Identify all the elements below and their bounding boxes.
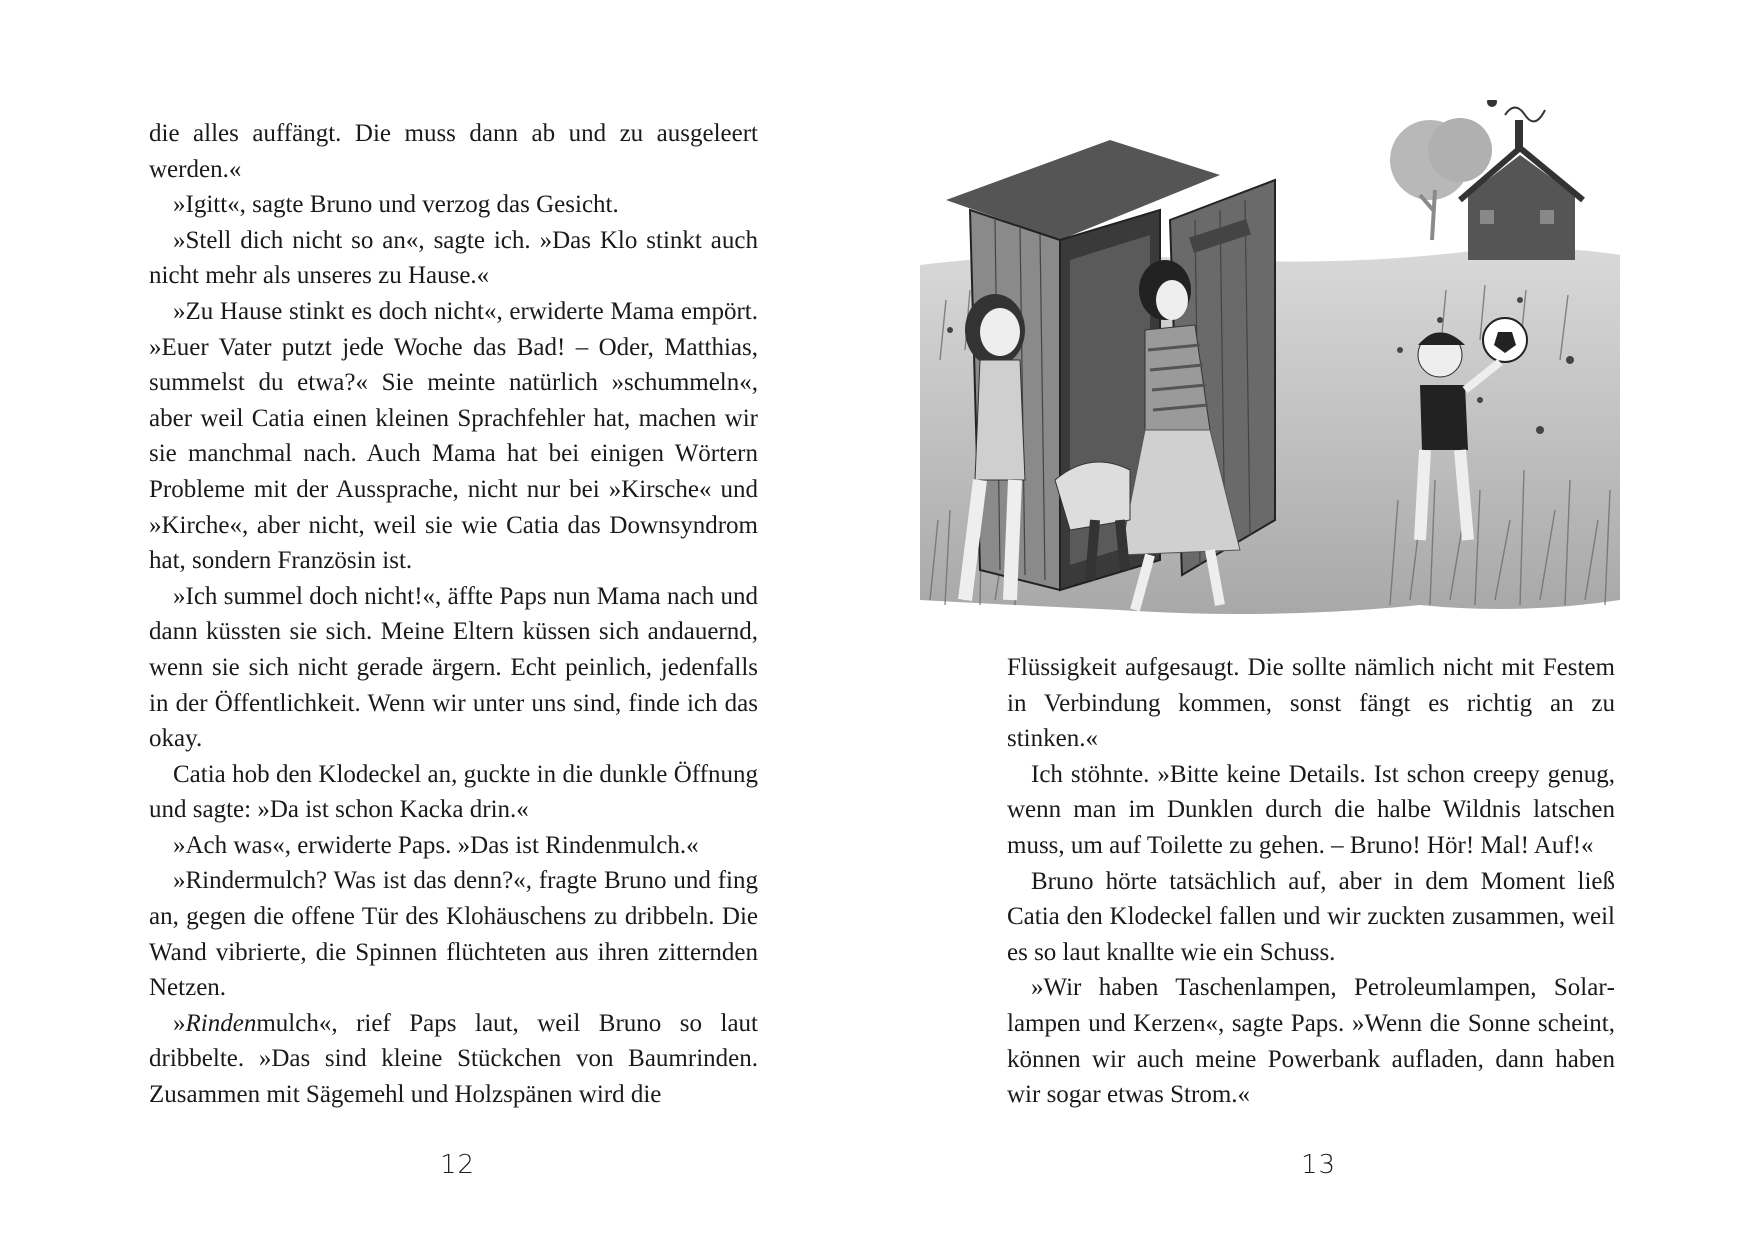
paragraph-text: Ich stöhnte. »Bitte keine Details. Ist schon creepy genug, wenn man im Dunklen durch die halbe Wildnis latschen muss, um auf Toilette zu gehen. – Bruno! Hör! Mal! Auf!« [1007, 760, 1615, 859]
right-page-paragraph [1007, 864, 1615, 971]
paragraph-text: mulch«, rief Paps laut, weil Bruno so laut dribbelte. »Das sind kleine Stückchen von Baumrinden. Zusammen mit Sägemehl und Holzspänen wird die [149, 1009, 758, 1109]
left-page-paragraph [149, 863, 758, 1005]
paragraph-text: »Rindermulch? Was ist das denn?«, fragte Bruno und fing an, gegen die offene Tür des Klohäuschens zu dribbeln. Die Wand vibrierte, die Spinnen flüchteten aus ihren zitternden Netzen. [149, 867, 758, 1002]
right-page [874, 0, 1748, 1240]
right-page-text [1007, 650, 1615, 1113]
paragraph-text: »Ich summel doch nicht!«, äffte Paps nun Mama nach und dann küssten sie sich. Meine Eltern küssen sich andauernd, wenn sie sich nicht gerade ärgern. Echt peinlich, jedenfalls in der Öffentlichkeit. Wenn wir unter uns sind, finde ich das okay. [149, 582, 758, 753]
paragraph-text: »Zu Hause stinkt es doch nicht«, erwiderte Mama empört. »Euer Vater putzt jede Woche das Bad! – Oder, Matthias, summelst du etwa?« Sie meinte natürlich »schummeln«, aber weil Catia einen kleinen Sprachfehler hat, machen wir sie manchmal nach. Auch Mama hat bei einigen Wörtern Probleme mit der Aussprache, nicht nur bei »Kirsche« und »Kirche«, aber nicht, weil sie wie Catia das Downsyndrom hat, sondern Französin ist. [149, 297, 758, 575]
left-page-paragraph [149, 579, 758, 757]
paragraph-text: »Stell dich nicht so an«, sagte ich. »Das Klo stinkt auch nicht mehr als unseres zu Hause.« [149, 226, 758, 290]
right-page-paragraph [1007, 650, 1615, 757]
paragraph-text: »Wir haben Taschenlampen, Petroleumlampen, Solarlampen und Kerzen«, sagte Paps. »Wenn die Sonne scheint, können wir auch meine Powerbank aufladen, dann haben wir sogar etwas Strom.« [1007, 974, 1615, 1109]
left-page-text [149, 116, 758, 1113]
paragraph-text: Flüssigkeit aufgesaugt. Die sollte nämlich nicht mit Festem in Verbindung kommen, sonst fängt es richtig an zu stinken.« [1007, 654, 1615, 753]
paragraph-text: »Ach was«, erwiderte Paps. »Das ist Rindenmulch.« [173, 831, 699, 859]
left-page-paragraph [149, 187, 758, 223]
paragraph-text: Catia hob den Klodeckel an, guckte in die dunkle Öffnung und sagte: »Da ist schon Kacka drin.« [149, 760, 758, 824]
paragraph-text: » [173, 1009, 186, 1037]
left-page-paragraph [149, 828, 758, 864]
paragraph-text: Bruno hörte tatsächlich auf, aber in dem Moment ließ Catia den Klodeckel fallen und wir zuckten zusammen, weil es so laut knallte wie ein Schuss. [1007, 867, 1615, 966]
paragraph-text: die alles auffängt. Die muss dann ab und zu ausgeleert werden.« [149, 120, 758, 183]
page-number-right: 13 [1301, 1150, 1337, 1180]
left-page-paragraph [149, 1006, 758, 1113]
emphasized-text: Rinden [185, 1009, 257, 1037]
left-page-paragraph [149, 223, 758, 294]
left-page-paragraph [149, 757, 758, 828]
paragraph-text: »Igitt«, sagte Bruno und verzog das Gesicht. [173, 191, 619, 219]
left-page-paragraph [149, 294, 758, 579]
right-page-paragraph [1007, 970, 1615, 1112]
outhouse-illustration [920, 100, 1620, 630]
right-page-paragraph [1007, 757, 1615, 864]
page-number-left: 12 [440, 1150, 476, 1180]
left-page-paragraph [149, 116, 758, 187]
